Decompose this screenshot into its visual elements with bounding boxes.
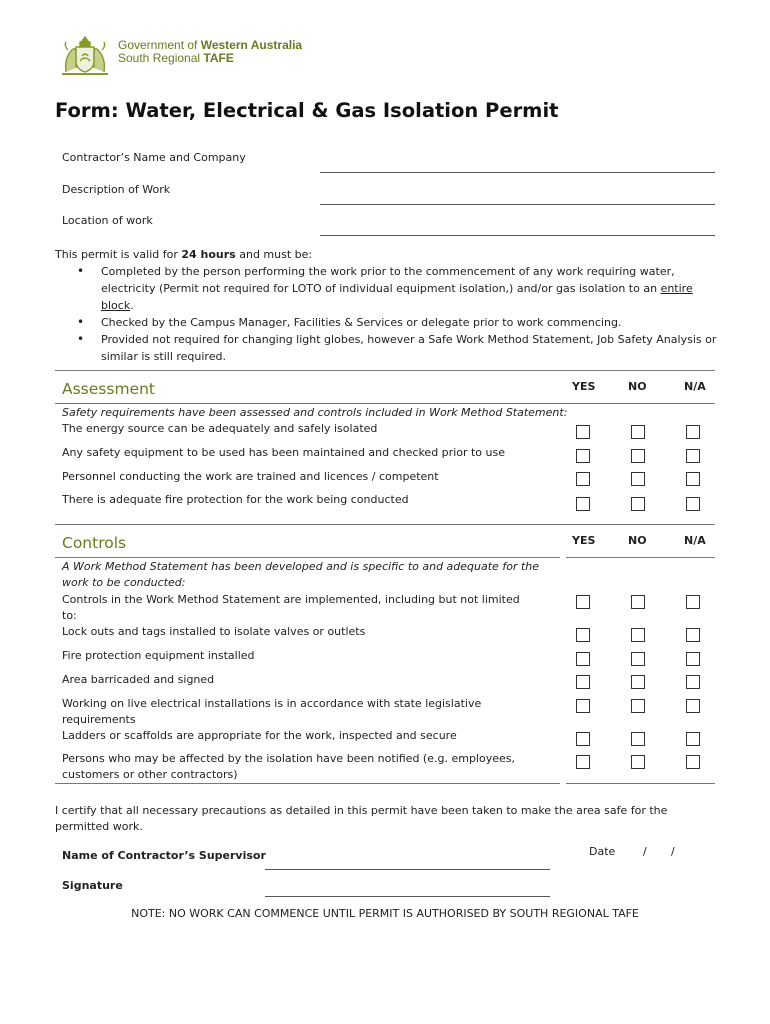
validity-bullet-list bbox=[55, 263, 720, 365]
assessment-title: Assessment bbox=[62, 380, 155, 398]
controls-row: Area barricaded and signed bbox=[62, 673, 215, 686]
divider bbox=[55, 557, 560, 558]
divider bbox=[55, 403, 715, 404]
lead-prefix: This permit is valid for bbox=[55, 248, 182, 261]
location-of-work-field[interactable] bbox=[320, 235, 715, 236]
contractor-name-field[interactable] bbox=[320, 172, 715, 173]
org-line1-bold: Western Australia bbox=[200, 38, 303, 52]
signature-label: Signature bbox=[62, 879, 123, 892]
bullet-item: • Checked by the Campus Manager, Facilities & Services or delegate prior to work commencing. bbox=[55, 314, 720, 331]
org-line2-prefix: South Regional bbox=[118, 51, 204, 65]
assessment-row: Personnel conducting the work are trained and licences / competent bbox=[62, 470, 439, 483]
bullet-item bbox=[55, 263, 720, 314]
controls-row: Lock outs and tags installed to isolate valves or outlets bbox=[62, 625, 366, 638]
controls-col-na: N/A bbox=[684, 534, 706, 547]
controls-row3-no-checkbox[interactable] bbox=[631, 652, 645, 666]
assessment-row1-no-checkbox[interactable] bbox=[631, 425, 645, 439]
divider bbox=[566, 557, 715, 558]
controls-row1-no-checkbox[interactable] bbox=[631, 595, 645, 609]
divider bbox=[55, 524, 715, 525]
bullet1-underlined: entire block bbox=[101, 282, 693, 312]
controls-row2-no-checkbox[interactable] bbox=[631, 628, 645, 642]
date-separator: / bbox=[671, 845, 675, 858]
assessment-row2-no-checkbox[interactable] bbox=[631, 449, 645, 463]
controls-row3-na-checkbox[interactable] bbox=[686, 652, 700, 666]
lead-suffix: and must be: bbox=[235, 248, 313, 261]
controls-row6-na-checkbox[interactable] bbox=[686, 732, 700, 746]
bullet1-text: Completed by the person performing the work prior to the commencement of any work requiring water, electricity (Permit not required for LOTO of individual equipment isolation,) and/or gas isolation to an bbox=[101, 265, 675, 295]
wa-coat-of-arms-icon bbox=[56, 34, 114, 78]
assessment-intro: Safety requirements have been assessed and controls included in Work Method Statement: bbox=[62, 406, 568, 419]
controls-row5-na-checkbox[interactable] bbox=[686, 699, 700, 713]
divider bbox=[566, 783, 715, 784]
date-label: Date bbox=[589, 845, 616, 858]
assessment-row: The energy source can be adequately and safely isolated bbox=[62, 422, 378, 435]
controls-row4-no-checkbox[interactable] bbox=[631, 675, 645, 689]
controls-row1-yes-checkbox[interactable] bbox=[576, 595, 590, 609]
assessment-row2-yes-checkbox[interactable] bbox=[576, 449, 590, 463]
assessment-row3-no-checkbox[interactable] bbox=[631, 472, 645, 486]
controls-row5-no-checkbox[interactable] bbox=[631, 699, 645, 713]
controls-row3-yes-checkbox[interactable] bbox=[576, 652, 590, 666]
description-of-work-label: Description of Work bbox=[62, 183, 171, 196]
controls-col-yes: YES bbox=[572, 534, 596, 547]
assessment-row1-na-checkbox[interactable] bbox=[686, 425, 700, 439]
controls-title: Controls bbox=[62, 534, 127, 552]
assessment-row: Any safety equipment to be used has been maintained and checked prior to use bbox=[62, 446, 506, 459]
assessment-row2-na-checkbox[interactable] bbox=[686, 449, 700, 463]
controls-row: Ladders or scaffolds are appropriate for the work, inspected and secure bbox=[62, 729, 457, 742]
authorisation-note: NOTE: NO WORK CAN COMMENCE UNTIL PERMIT IS AUTHORISED BY SOUTH REGIONAL TAFE bbox=[131, 907, 639, 920]
controls-row: Fire protection equipment installed bbox=[62, 649, 255, 662]
assessment-row3-na-checkbox[interactable] bbox=[686, 472, 700, 486]
controls-row7-no-checkbox[interactable] bbox=[631, 755, 645, 769]
org-line1-prefix: Government of bbox=[118, 38, 201, 52]
location-of-work-label: Location of work bbox=[62, 214, 153, 227]
divider bbox=[55, 370, 715, 371]
controls-row5-yes-checkbox[interactable] bbox=[576, 699, 590, 713]
controls-intro: A Work Method Statement has been developed and is specific to and adequate for the work to be conducted: bbox=[62, 560, 539, 589]
controls-row1-na-checkbox[interactable] bbox=[686, 595, 700, 609]
assessment-row: There is adequate fire protection for the work being conducted bbox=[62, 493, 409, 506]
bullet-item: • Provided not required for changing light globes, however a Safe Work Method Statement, Job Safety Analysis or similar is still required. bbox=[55, 331, 720, 365]
contractor-name-label: Contractor’s Name and Company bbox=[62, 151, 246, 164]
header bbox=[56, 34, 356, 80]
controls-row2-yes-checkbox[interactable] bbox=[576, 628, 590, 642]
controls-row: Persons who may be affected by the isolation have been notified (e.g. employees, customers or other contractors) bbox=[62, 752, 515, 781]
date-separator: / bbox=[643, 845, 647, 858]
controls-row4-yes-checkbox[interactable] bbox=[576, 675, 590, 689]
controls-row6-no-checkbox[interactable] bbox=[631, 732, 645, 746]
divider bbox=[55, 783, 560, 784]
permit-validity-text bbox=[55, 246, 720, 365]
controls-row6-yes-checkbox[interactable] bbox=[576, 732, 590, 746]
org-line2-bold: TAFE bbox=[203, 51, 234, 65]
signature-field[interactable] bbox=[265, 896, 550, 897]
validity-lead bbox=[55, 246, 720, 263]
controls-row7-na-checkbox[interactable] bbox=[686, 755, 700, 769]
assessment-row1-yes-checkbox[interactable] bbox=[576, 425, 590, 439]
assessment-col-na: N/A bbox=[684, 380, 706, 393]
assessment-col-yes: YES bbox=[572, 380, 596, 393]
certification-statement: I certify that all necessary precautions as detailed in this permit have been taken to make the area safe for the permitted work. bbox=[55, 804, 668, 833]
controls-row2-na-checkbox[interactable] bbox=[686, 628, 700, 642]
lead-bold: 24 hours bbox=[181, 248, 236, 261]
controls-row4-na-checkbox[interactable] bbox=[686, 675, 700, 689]
assessment-row3-yes-checkbox[interactable] bbox=[576, 472, 590, 486]
controls-col-no: NO bbox=[628, 534, 647, 547]
assessment-row4-na-checkbox[interactable] bbox=[686, 497, 700, 511]
controls-row: Controls in the Work Method Statement are implemented, including but not limited to: bbox=[62, 593, 520, 622]
supervisor-name-label: Name of Contractor’s Supervisor bbox=[62, 849, 266, 862]
assessment-row4-no-checkbox[interactable] bbox=[631, 497, 645, 511]
controls-row: Working on live electrical installations is in accordance with state legislative requirements bbox=[62, 697, 482, 726]
controls-row7-yes-checkbox[interactable] bbox=[576, 755, 590, 769]
organisation-name bbox=[118, 39, 302, 65]
assessment-col-no: NO bbox=[628, 380, 647, 393]
supervisor-name-field[interactable] bbox=[265, 869, 550, 870]
description-of-work-field[interactable] bbox=[320, 204, 715, 205]
page-title: Form: Water, Electrical & Gas Isolation Permit bbox=[55, 99, 559, 122]
assessment-row4-yes-checkbox[interactable] bbox=[576, 497, 590, 511]
bullet1-end: . bbox=[130, 299, 134, 312]
